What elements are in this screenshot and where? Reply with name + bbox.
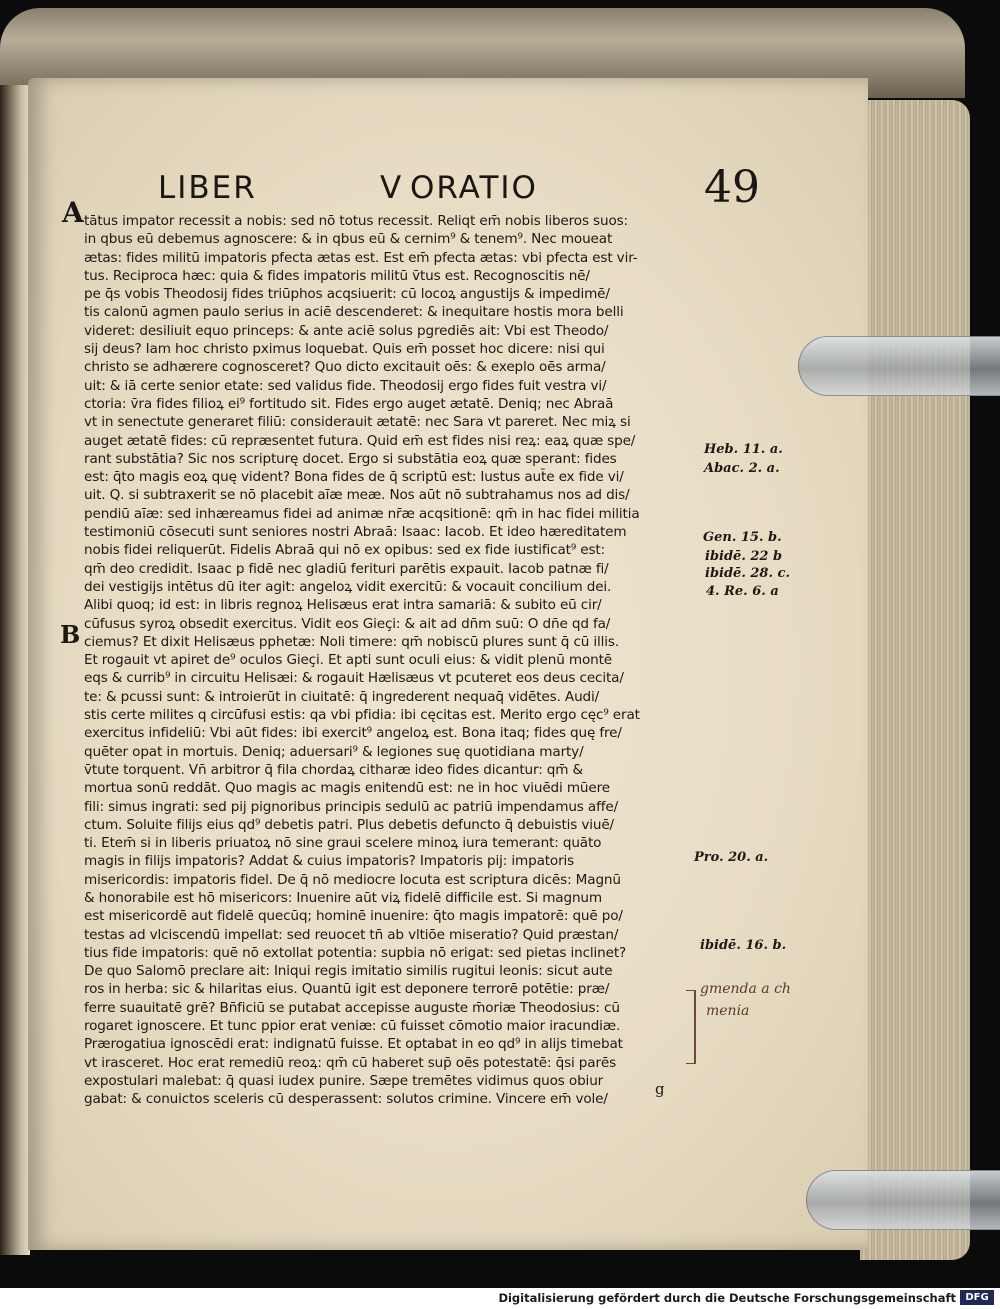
text-line: magis in filijs impatoris? Addat & cuius impatoris? Impatoris pij: impatoris bbox=[84, 853, 575, 870]
text-line: tius fide impatoris: quē nō extollat potentia: supbia nō erigat: sed pietas inclinet? bbox=[84, 944, 627, 961]
text-line: uit. Q. si subtraxerit se nō placebit aīæ meæ. Nos aūt nō subtrahamus nos ad dis/ bbox=[84, 487, 630, 504]
text-line: expostulari malebat: q̄ quasi iudex punire. Sæpe tremētes vidimus quos obiur bbox=[84, 1072, 604, 1089]
text-line: tātus impator recessit a nobis: sed nō totus recessit. Reliqt em̄ nobis liberos suos: bbox=[84, 213, 628, 229]
margin-note: 4. Re. 6. a bbox=[706, 584, 779, 599]
margin-note: Heb. 11. a. bbox=[704, 442, 783, 457]
handwritten-line-1: gmenda a ch bbox=[700, 981, 791, 997]
main-text bbox=[84, 212, 704, 1109]
text-line: rogaret ignoscere. Et tunc ppior erat veniæ: cū fuisset cōmotio maior iracundiæ. bbox=[84, 1018, 621, 1035]
text-line: misericordis: impatoris fidel. De q̄ nō mediocre locuta est scriptura dicēs: Magnū bbox=[84, 871, 621, 888]
text-line: & honorabile est hō misericors: Inuenire aūt viꝝ fidelē difficile est. Si magnum bbox=[84, 889, 602, 906]
text-line: tus. Reciproca hæc: quia & fides impatoris militū v̄tus est. Recognoscitis nē/ bbox=[84, 267, 590, 284]
footer-bar bbox=[0, 1288, 1000, 1309]
margin-note: Abac. 2. a. bbox=[704, 461, 780, 476]
text-line: ciemus? Et dixit Helisæus pphetæ: Noli timere: qm̄ nobiscū plures sunt q̄ cū illis. bbox=[84, 633, 620, 650]
text-line: mortua sonū reddāt. Quo magis ac magis enitendū est: ne in hoc viuēdi mūere bbox=[84, 780, 610, 797]
margin-note: ibidē. 28. c. bbox=[705, 566, 790, 581]
margin-note: Gen. 15. b. bbox=[703, 530, 782, 545]
text-line: testas ad vlciscendū impellat: sed reuocet tn̄ ab vltiōe miseratio? Quid præstan/ bbox=[84, 926, 619, 943]
text-line: eqs & currib⁹ in circuitu Helisæi: & rogauit Hælisæus vt pcuteret eos deus cecita/ bbox=[84, 670, 624, 687]
text-line: pendiū aīæ: sed inhæreamus fidei ad animæ nr̄æ acqsitionē: qm̄ in hac fidei militia bbox=[84, 505, 640, 522]
signature-mark: g bbox=[655, 1080, 665, 1098]
header-section: ORATIO bbox=[410, 170, 538, 206]
left-page-edge bbox=[0, 85, 30, 1255]
text-line: Et rogauit vt apiret de⁹ oculos Gieçi. Et apti sunt oculi eius: & vidit plenū montē bbox=[84, 652, 612, 669]
text-line: Prærogatiua ignoscēdi erat: indignatū fuisse. Et optabat in eo qd⁹ in alijs timebat bbox=[84, 1036, 623, 1053]
text-line: stis certe milites q circūfusi estis: qa vbi pfidia: ibi cęcitas est. Merito ergo cęc⁹ erat bbox=[84, 707, 640, 724]
text-line: qm̄ deo credidit. Isaac p fidē nec gladiū ferituri parētis expauit. Iacob patnæ fi/ bbox=[84, 560, 609, 577]
text-line: De quo Salomō preclare ait: Iniqui regis imitatio similis rugitui leonis: sicut aute bbox=[84, 963, 613, 980]
text-line: gabat: & conuictos sceleris cū desperassent: solutos crimine. Vincere em̄ vole/ bbox=[84, 1091, 608, 1108]
dfg-logo: DFG bbox=[960, 1290, 994, 1305]
text-line: te: & pcussi sunt: & introierūt in ciuitatē: q̄ ingrederent nequaq̄ vidētes. Audi/ bbox=[84, 688, 600, 705]
header-book-number: V bbox=[380, 170, 402, 206]
text-line: vt irasceret. Hoc erat remediū reoꝝ: qm̄ cū haberet sup̄ oēs potestatē: q̄si parēs bbox=[84, 1054, 617, 1071]
text-line: videret: desiliuit equo princeps: & ante aciē solus pgrediēs ait: Vbi est Theodo/ bbox=[84, 322, 609, 339]
running-header bbox=[158, 162, 778, 214]
folio-number: 49 bbox=[704, 162, 760, 213]
margin-note: ibidē. 16. b. bbox=[700, 938, 787, 953]
footer-credit: Digitalisierung gefördert durch die Deutsche Forschungsgemeinschaft bbox=[498, 1291, 956, 1305]
text-line: christo se adhærere cognosceret? Quo dicto excitauit oēs: & exeplo oēs arma/ bbox=[84, 359, 606, 376]
text-line: ferre suauitatē grē? Bn̄ficiū se putabat accepisse auguste m̄oriæ Theodosius: cū bbox=[84, 999, 620, 1016]
text-line: Alibi quoq; id est: in libris regnoꝝ Helisæus erat intra samariā: & subito eū cir/ bbox=[84, 597, 602, 614]
handwritten-bracket bbox=[686, 990, 696, 1064]
text-line: dei vestigijs intētus dū iter agit: angeloꝝ vidit exercitū: & vocauit concilium dei. bbox=[84, 578, 612, 595]
handwritten-annotation bbox=[700, 978, 791, 1022]
text-line: ctoria: v̄ra fides filioꝝ ei⁹ fortitudo sit. Fides ergo auget ætatē. Deniq; nec Abraā bbox=[84, 395, 614, 412]
text-line: exercitus infideliū: Vbi aūt fides: ibi exercit⁹ angeloꝝ est. Bona itaq; fides quę fre/ bbox=[84, 725, 622, 742]
header-book: LIBER bbox=[158, 170, 257, 206]
page-edge-stack bbox=[860, 100, 970, 1260]
text-line: nobis fidei reliquerūt. Fidelis Abraā qui nō ex opibus: sed ex fide iustificat⁹ est: bbox=[84, 542, 606, 559]
text-line: ctum. Soluite filijs eius qd⁹ debetis patri. Plus debetis defuncto q̄ debuistis viuē/ bbox=[84, 816, 614, 833]
text-line: fili: simus ingrati: sed pij pignoribus principis sedulū ac patriū impendamus affe/ bbox=[84, 798, 618, 815]
text-line: est: q̄to magis eoꝝ quę vident? Bona fides de q̄ scriptū est: Iustus aut̄e ex fide vi/ bbox=[84, 469, 624, 486]
text-line: auget ætatē fides: cū repræsentet futura. Quid em̄ est fides nisi reꝝ: eaꝝ quæ spe/ bbox=[84, 432, 636, 449]
margin-note: Pro. 20. a. bbox=[694, 850, 769, 865]
page-clip-bottom bbox=[806, 1170, 1000, 1230]
text-line: ti. Etem̄ si in liberis priuatoꝝ nō sine graui scelere minoꝝ iura temerant: quāto bbox=[84, 835, 602, 852]
text-line: uit: & iā certe senior etate: sed validus fide. Theodosij ergo fides fuit vestra vi/ bbox=[84, 377, 607, 394]
text-line: pe q̄s vobis Theodosij fides triūphos acqsiuerit: cū locoꝝ angustijs & impedimē/ bbox=[84, 286, 610, 303]
text-line: v̄tute torquent. Vn̄ arbitror q̄ fila chordaꝝ citharæ ideo fides dicantur: qm̄ & bbox=[84, 761, 584, 778]
text-line: vt in senectute generaret filiū: considerauit ætatē: nec Sara vt pareret. Nec miꝝ si bbox=[84, 414, 631, 431]
text-line: est misericordē aut fidelē quecūq; hominē inuenire: q̄to magis impatorē: quē po/ bbox=[84, 908, 623, 925]
section-marker-a: A bbox=[62, 196, 84, 229]
text-line: sij deus? Iam hoc christo pximus loquebat. Quis em̄ posset hoc dicere: nisi qui bbox=[84, 341, 605, 358]
text-line: tis calonū agmen paulo serius in aciē descenderet: & inequitare hostis mora belli bbox=[84, 304, 624, 321]
page-clip-top bbox=[798, 336, 1000, 396]
text-line: cūfusus syroꝝ obsedit exercitus. Vidit eos Gieçi: & ait ad dn̄m suū: O dn̄e qd fa/ bbox=[84, 615, 611, 632]
section-marker-b: B bbox=[60, 620, 81, 649]
text-line: ætas: fides militū impatoris pfecta ætas est. Est em̄ pfecta ætas: vbi pfecta est vir- bbox=[84, 249, 638, 266]
handwritten-line-2: menia bbox=[706, 1003, 750, 1019]
text-line: ros in herba: sic & hilaritas eius. Quantū igit est deponere terrorē potētie: præ/ bbox=[84, 981, 610, 998]
text-line: quēter opat in mortuis. Deniq; aduersari⁹ & legiones suę quotidiana marty/ bbox=[84, 743, 584, 760]
text-line: in qbus eū debemus agnoscere: & in qbus eū & cernim⁹ & tenem⁹. Nec moueat bbox=[84, 231, 613, 248]
text-line: rant substātia? Sic nos scripturę docet. Ergo si substātia eoꝝ quæ sperant: fides bbox=[84, 450, 617, 467]
text-line: testimoniū cōsecuti sunt seniores nostri Abraā: Isaac: Iacob. Et ideo hæreditatem bbox=[84, 524, 627, 541]
margin-note: ibidē. 22 b bbox=[705, 549, 783, 564]
